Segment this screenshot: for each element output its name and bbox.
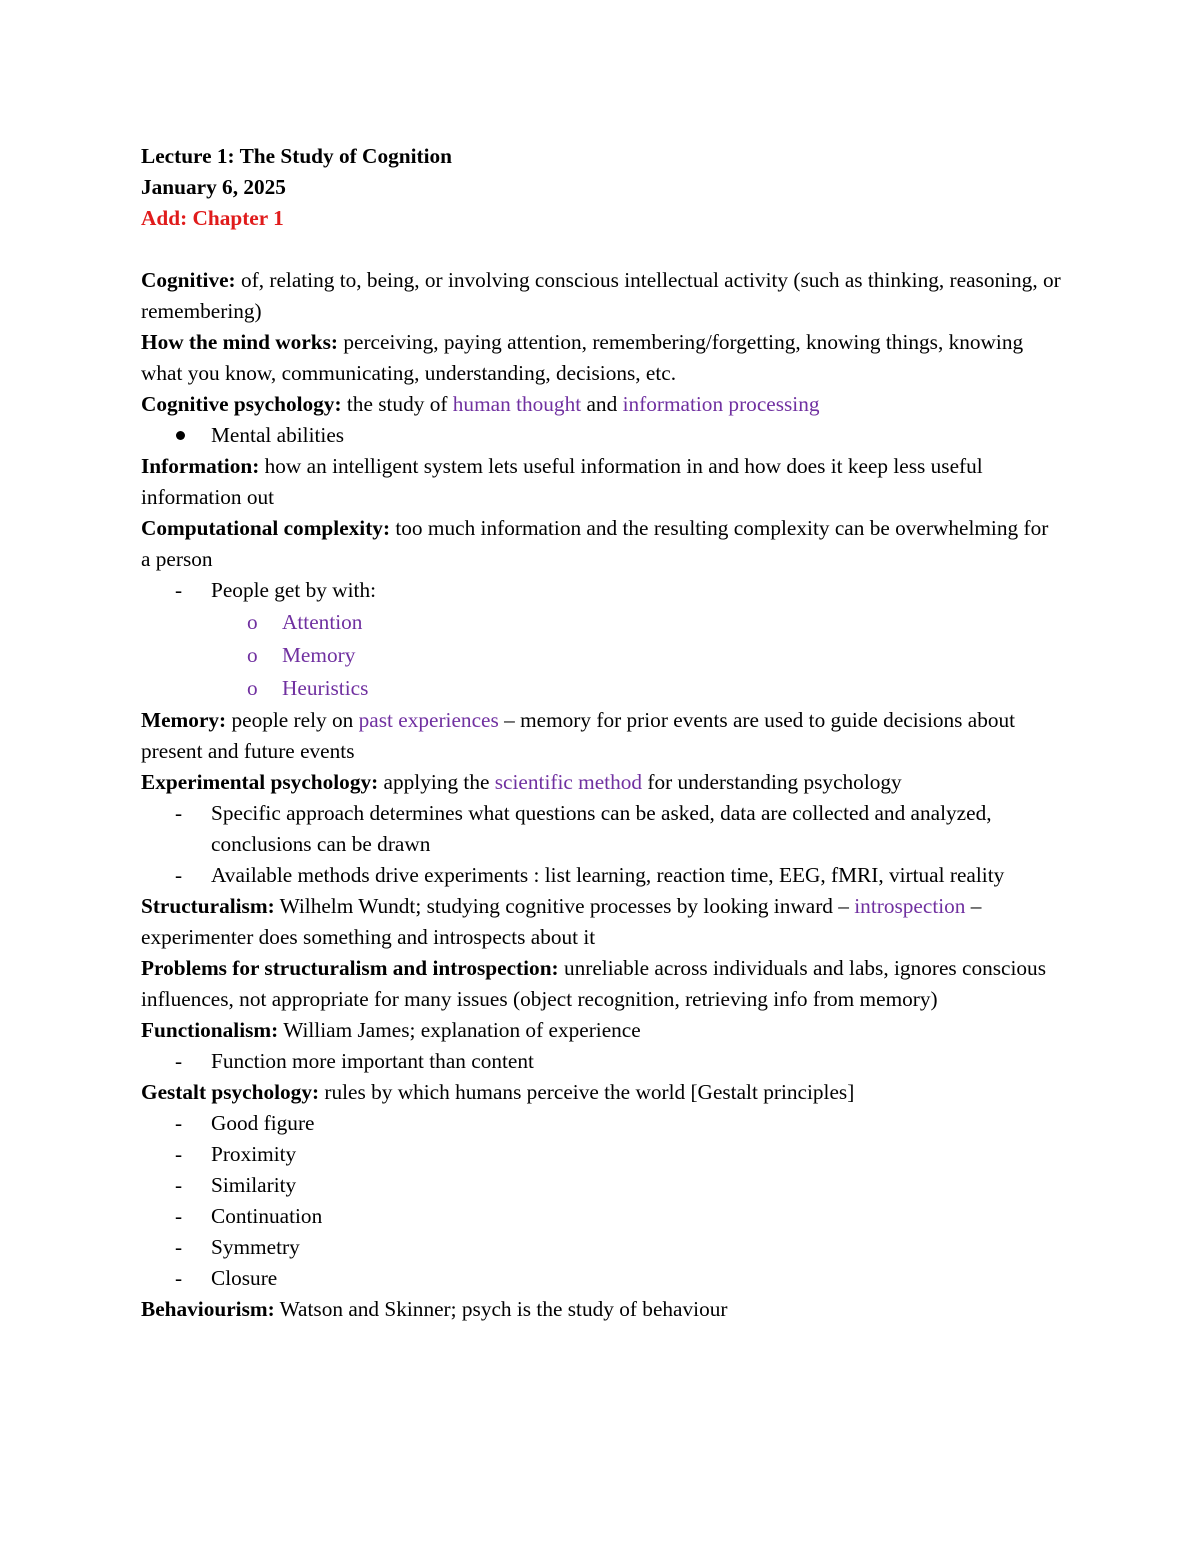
list-item-text: People get by with: [211, 578, 377, 602]
list-item-text: Closure [211, 1266, 278, 1290]
list-item-text: Proximity [211, 1142, 297, 1166]
definition-structuralism [141, 891, 1061, 953]
definition-text: rules by which humans perceive the world [Gestalt principles] [319, 1080, 855, 1104]
highlight-text: scientific method [494, 770, 643, 794]
definition-text: for understanding psychology [642, 770, 902, 794]
list-item [141, 1170, 1061, 1201]
definition-text: too much information and the resulting complexity can be overwhelming for a person [141, 516, 1049, 571]
list-item [141, 575, 1061, 606]
definition-gestalt-psychology [141, 1077, 1061, 1108]
term: Experimental psychology: [141, 770, 379, 794]
definition-behaviourism [141, 1294, 1061, 1325]
spacer [141, 234, 1061, 265]
definition-text: how an intelligent system lets useful information in and how does it keep less useful information out [141, 454, 983, 509]
circle-bullet-icon: o [247, 676, 258, 700]
list-item [141, 1201, 1061, 1232]
definition-text: William James; explanation of experience [278, 1018, 641, 1042]
highlight-text: introspection [854, 894, 966, 918]
list-item [141, 1046, 1061, 1077]
definition-cognitive [141, 265, 1061, 327]
sub-list-item-text: Memory [282, 643, 356, 667]
definition-text: the study of [341, 392, 453, 416]
circle-bullet-icon: o [247, 643, 258, 667]
dash-icon: - [175, 1111, 183, 1135]
lecture-title: Lecture 1: The Study of Cognition [141, 144, 452, 168]
highlight-text: information processing [622, 392, 820, 416]
definition-functionalism [141, 1015, 1061, 1046]
sub-list-item [141, 639, 1061, 672]
definition-text: and [581, 392, 623, 416]
list-item-text: Specific approach determines what questions can be asked, data are collected and analyzed, conclusions can be drawn [211, 801, 992, 856]
definition-computational-complexity [141, 513, 1061, 575]
bullet-icon [176, 431, 185, 440]
term: Cognitive: [141, 268, 236, 292]
list-item-text: Symmetry [211, 1235, 300, 1259]
term: Information: [141, 454, 260, 478]
list-item [141, 860, 1061, 891]
dash-icon: - [175, 1173, 183, 1197]
list-item-text: Function more important than content [211, 1049, 534, 1073]
list-item [141, 420, 1061, 451]
definition-cognitive-psychology [141, 389, 1061, 420]
dash-icon: - [175, 1049, 183, 1073]
term: Behaviourism: [141, 1297, 275, 1321]
term: Cognitive psychology: [141, 392, 342, 416]
list-item-text: Good figure [211, 1111, 315, 1135]
term: Functionalism: [141, 1018, 279, 1042]
dash-icon: - [175, 1235, 183, 1259]
list-item-text: Mental abilities [211, 423, 345, 447]
highlight-text: human thought [452, 392, 582, 416]
sub-list-item [141, 672, 1061, 705]
circle-bullet-icon: o [247, 610, 258, 634]
definition-text: people rely on [226, 708, 359, 732]
list-item-text: Continuation [211, 1204, 323, 1228]
dash-icon: - [175, 1142, 183, 1166]
sub-list-item-text: Attention [282, 610, 363, 634]
definition-information [141, 451, 1061, 513]
definition-text: applying the [378, 770, 495, 794]
definition-experimental-psychology [141, 767, 1061, 798]
definition-text: Wilhelm Wundt; studying cognitive processes by looking inward – [274, 894, 855, 918]
sub-list-item-text: Heuristics [282, 676, 369, 700]
term: Structuralism: [141, 894, 275, 918]
list-item [141, 1263, 1061, 1294]
list-item [141, 1108, 1061, 1139]
dash-icon: - [175, 1266, 183, 1290]
highlight-text: past experiences [358, 708, 499, 732]
definition-text: – experimenter does something and introspects about it [141, 894, 982, 949]
definition-text: perceiving, paying attention, remembering/forgetting, knowing things, knowing what you know, communicating, understanding, decisions, etc. [141, 330, 1024, 385]
definition-text: – memory for prior events are used to guide decisions about present and future events [141, 708, 1016, 763]
definition-memory [141, 705, 1061, 767]
list-item-text: Similarity [211, 1173, 297, 1197]
term: Memory: [141, 708, 227, 732]
dash-icon: - [175, 863, 183, 887]
dash-icon: - [175, 578, 183, 602]
sub-list-item [141, 606, 1061, 639]
document-page [141, 141, 1061, 1325]
list-item [141, 1139, 1061, 1170]
add-chapter-note: Add: Chapter 1 [141, 206, 284, 230]
definition-text: unreliable across individuals and labs, ignores conscious influences, not appropriate for many issues (object recognition, retrieving info from memory) [141, 956, 1046, 1011]
definition-text: Watson and Skinner; psych is the study of behaviour [274, 1297, 728, 1321]
definition-problems-structuralism [141, 953, 1061, 1015]
definition-text: of, relating to, being, or involving conscious intellectual activity (such as thinking, reasoning, or remembering) [141, 268, 1061, 323]
term: Gestalt psychology: [141, 1080, 320, 1104]
term: Problems for structuralism and introspection: [141, 956, 559, 980]
list-item [141, 798, 1061, 860]
list-item-text: Available methods drive experiments : list learning, reaction time, EEG, fMRI, virtual reality [211, 863, 1005, 887]
definition-how-mind-works [141, 327, 1061, 389]
list-item [141, 1232, 1061, 1263]
dash-icon: - [175, 1204, 183, 1228]
term: Computational complexity: [141, 516, 391, 540]
dash-icon: - [175, 801, 183, 825]
term: How the mind works: [141, 330, 339, 354]
lecture-date: January 6, 2025 [141, 175, 286, 199]
